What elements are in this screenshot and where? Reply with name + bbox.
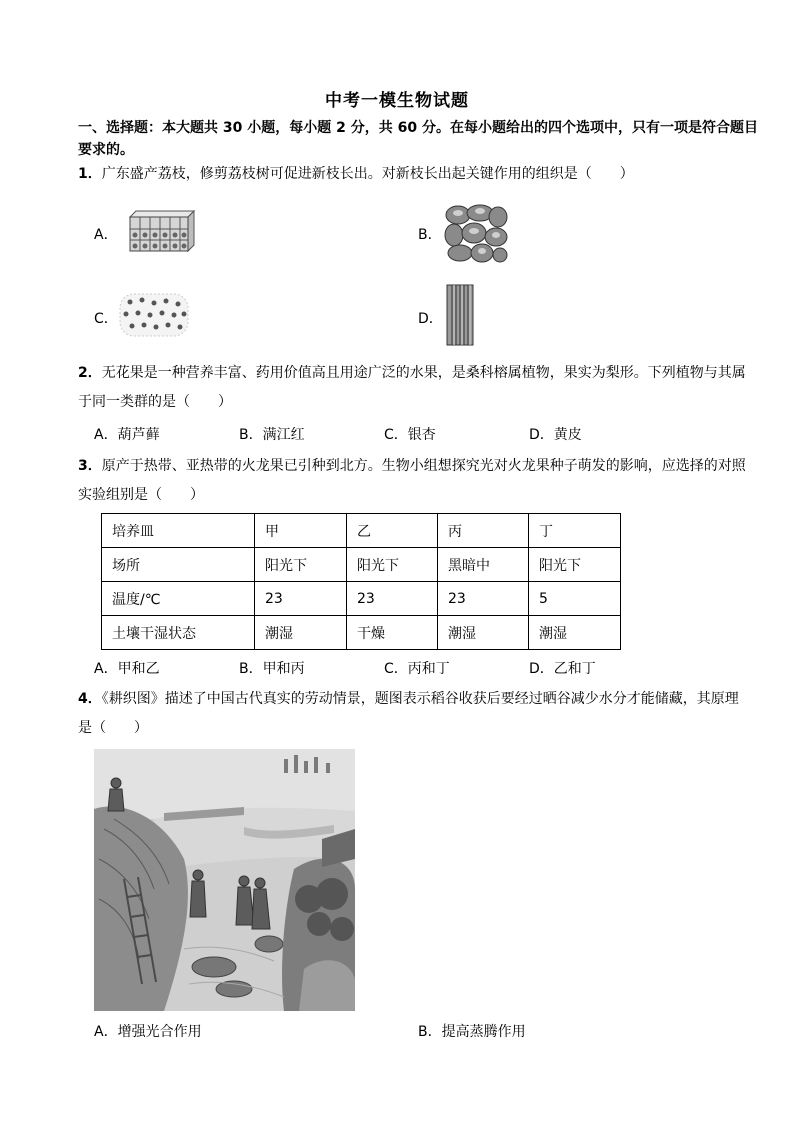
option-b[interactable] [418,1021,526,1041]
table-cell: 23 [255,582,347,616]
table-cell: 5 [529,582,621,616]
question-3 [78,452,748,510]
question-3-options [94,658,674,678]
question-4 [78,685,748,743]
option-d[interactable]: D．黄皮 [529,427,582,443]
question-stem: 无花果是一种营养丰富、药用价值高且用途广泛的水果，是桑科榕属植物，果实为梨形。下列植物与其属于同一类群的是（ ） [78,365,746,410]
experiment-table [101,513,621,650]
option-b[interactable]: B．甲和丙 [239,661,305,677]
table-cell: 阳光下 [255,548,347,582]
option-label: B． [418,227,442,243]
table-cell: 23 [347,582,438,616]
meristem-tissue-icon [124,209,196,253]
option-c[interactable]: C．银杏 [384,427,436,443]
section-heading: 一、选择题：本大题共 30 小题，每小题 2 分，共 60 分。在每小题给出的四个选项中，只有一项是符合题目要求的。 [78,120,758,158]
option-a[interactable]: A．葫芦藓 [94,427,160,443]
option-label: A． [94,227,118,243]
table-cell: 23 [438,582,529,616]
option-c[interactable] [94,308,118,328]
question-1 [78,160,748,189]
table-cell: 场所 [102,548,255,582]
table-cell: 乙 [347,514,438,548]
option-c[interactable]: C．丙和丁 [384,661,450,677]
cell-cluster-icon [118,292,190,338]
table-cell: 黑暗中 [438,548,529,582]
question-number: 2． [78,365,102,381]
table-cell: 潮湿 [255,616,347,650]
table-row [102,616,621,650]
storage-tissue-icon [444,203,508,263]
option-label: C． [94,311,118,327]
table-cell: 丙 [438,514,529,548]
page-title: 中考一模生物试题 [325,91,469,111]
table-cell: 干燥 [347,616,438,650]
table-row [102,582,621,616]
option-label: D． [418,311,443,327]
option-d[interactable]: D．乙和丁 [529,661,596,677]
option-label: A．增强光合作用 [94,1024,202,1040]
table-cell: 阳光下 [347,548,438,582]
option-label: B．提高蒸腾作用 [418,1024,526,1040]
fiber-tissue-icon [445,284,475,346]
table-cell: 温度/℃ [102,582,255,616]
question-stem: 原产于热带、亚热带的火龙果已引种到北方。生物小组想探究光对火龙果种子萌发的影响，应选择的对照实验组别是（ ） [78,458,746,503]
question-number: 1． [78,166,102,182]
question-2-options [94,424,674,444]
question-stem: 《耕织图》描述了中国古代真实的劳动情景，题图表示稻谷收获后要经过晒谷减少水分才能储藏，其原理是（ ） [78,691,739,736]
option-b[interactable] [418,224,442,244]
table-cell: 培养皿 [102,514,255,548]
table-row [102,514,621,548]
table-cell: 甲 [255,514,347,548]
question-stem: 广东盛产荔枝，修剪荔枝树可促进新枝长出。对新枝长出起关键作用的组织是（ ） [101,166,634,182]
option-a[interactable] [94,224,118,244]
table-cell: 阳光下 [529,548,621,582]
table-row [102,548,621,582]
question-number: 3． [78,458,102,474]
question-number: 4． [78,691,102,707]
option-d[interactable] [418,308,443,328]
table-cell: 潮湿 [438,616,529,650]
option-a[interactable] [94,1021,202,1041]
table-cell: 潮湿 [529,616,621,650]
option-b[interactable]: B．满江红 [239,427,305,443]
question-2 [78,359,748,417]
ancient-painting-image [94,749,355,1011]
option-a[interactable]: A．甲和乙 [94,661,160,677]
table-cell: 丁 [529,514,621,548]
table-cell: 土壤干湿状态 [102,616,255,650]
